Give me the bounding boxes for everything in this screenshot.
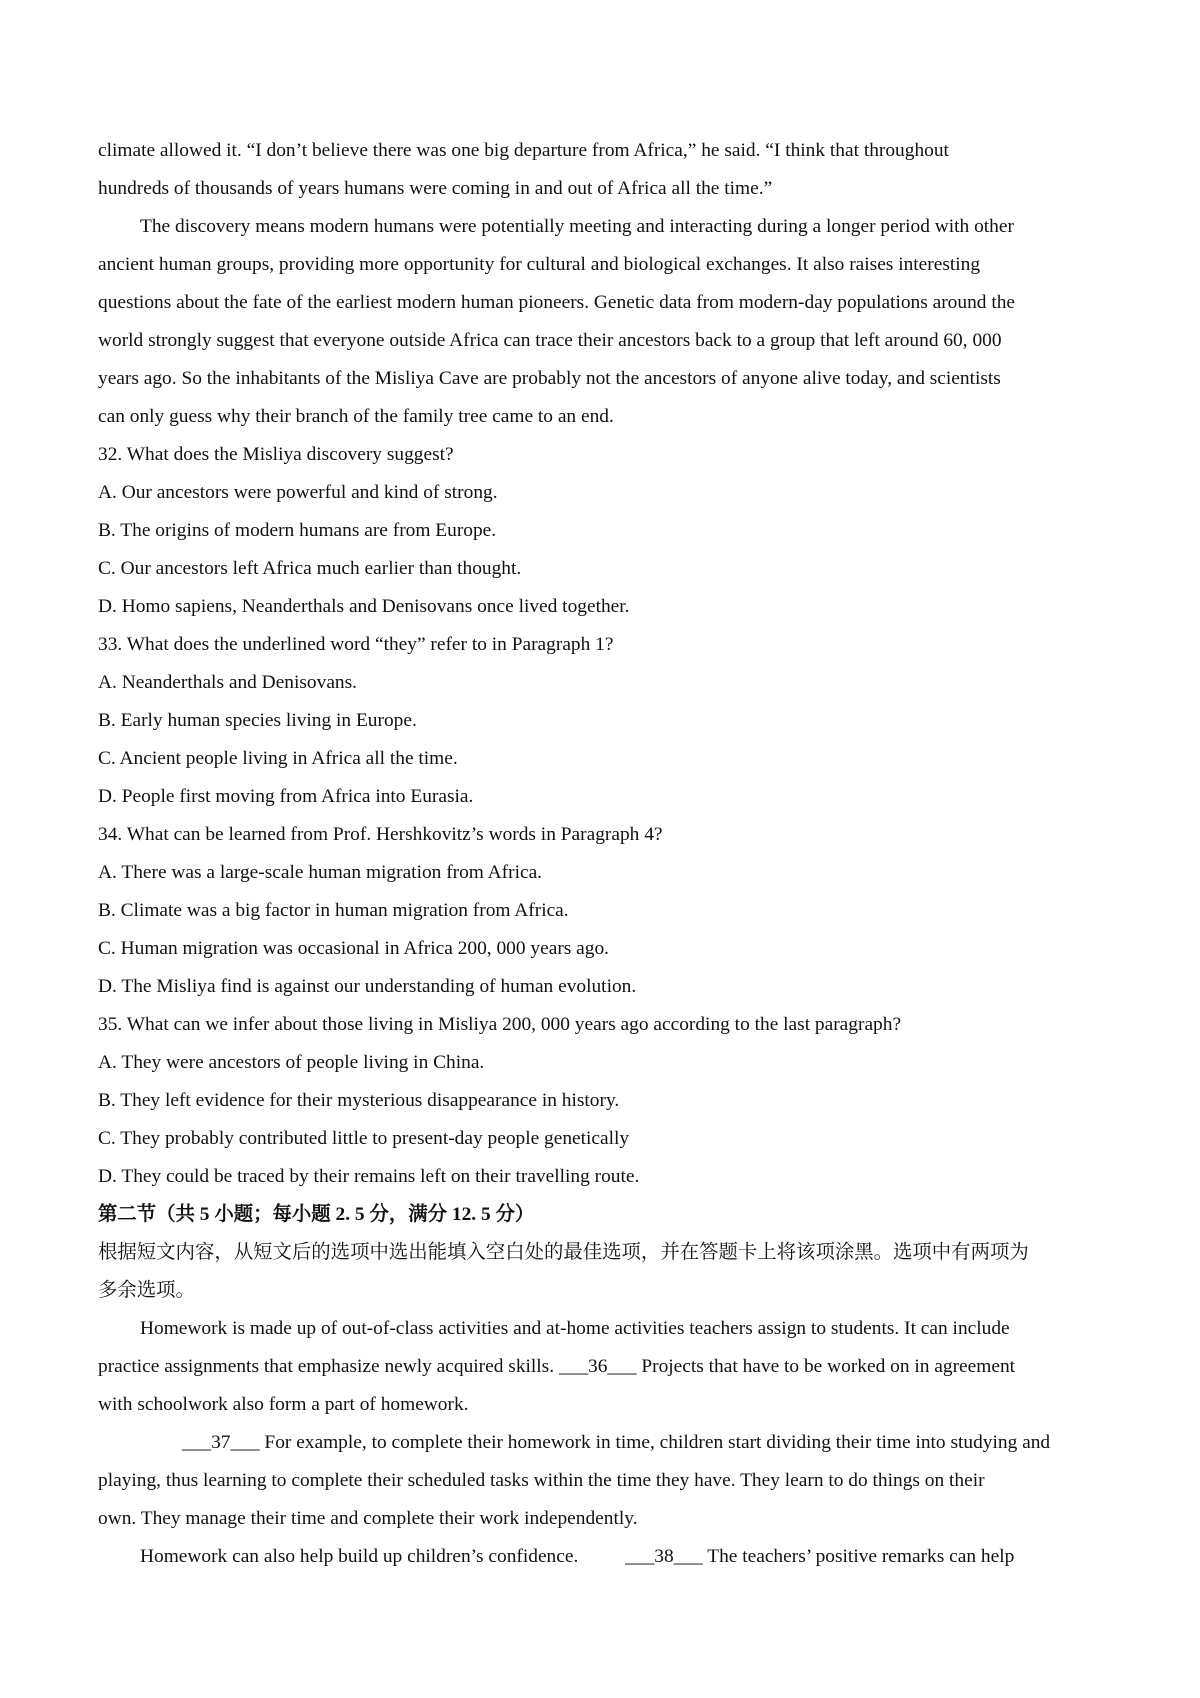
question-34-option-b: B. Climate was a big factor in human migration from Africa. — [98, 900, 569, 921]
passage-line: ancient human groups, providing more opportunity for cultural and biological exchanges. It also raises interesting — [98, 254, 981, 275]
passage-text: practice assignments that emphasize newly acquired skills. — [98, 1356, 559, 1377]
passage-line — [98, 1348, 1110, 1386]
passage-line: questions about the fate of the earliest modern human pioneers. Genetic data from modern-day populations around the — [98, 292, 1016, 313]
question-33-option-a: A. Neanderthals and Denisovans. — [98, 672, 358, 693]
passage-line: The discovery means modern humans were potentially meeting and interacting during a longer period with other — [140, 216, 1014, 237]
section-instructions: 多余选项。 — [98, 1280, 195, 1301]
question-33-option-d: D. People first moving from Africa into Eurasia. — [98, 786, 474, 807]
question-35-option-c: C. They probably contributed little to present-day people genetically — [98, 1128, 630, 1149]
passage-text: Homework can also help build up children’s confidence. — [140, 1546, 584, 1567]
blank-36: ___36___ — [558, 1356, 637, 1377]
passage-line: own. They manage their time and complete their work independently. — [98, 1508, 638, 1529]
passage-line: world strongly suggest that everyone outside Africa can trace their ancestors back to a group that left around 60, 000 — [98, 330, 1002, 351]
blank-38: ___38___ — [625, 1546, 703, 1567]
passage-line: climate allowed it. “I don’t believe there was one big departure from Africa,” he said. “I think that throughout — [98, 140, 949, 161]
question-35-option-b: B. They left evidence for their mysterious disappearance in history. — [98, 1090, 620, 1111]
question-35-stem: 35. What can we infer about those living in Misliya 200, 000 years ago according to the last paragraph? — [98, 1014, 902, 1035]
passage-line: can only guess why their branch of the family tree came to an end. — [98, 406, 614, 427]
passage-line — [98, 1538, 1110, 1576]
passage-text: Projects that have to be worked on in agreement — [636, 1356, 1016, 1377]
question-34-option-d: D. The Misliya find is against our understanding of human evolution. — [98, 976, 637, 997]
blank-37: ___37___ — [182, 1432, 260, 1453]
question-32-option-d: D. Homo sapiens, Neanderthals and Denisovans once lived together. — [98, 596, 630, 617]
question-33-option-b: B. Early human species living in Europe. — [98, 710, 417, 731]
question-33-stem: 33. What does the underlined word “they” refer to in Paragraph 1? — [98, 634, 614, 655]
passage-line: playing, thus learning to complete their scheduled tasks within the time they have. They learn to do things on their — [98, 1470, 985, 1491]
passage-line: Homework is made up of out-of-class activities and at-home activities teachers assign to students. It can include — [140, 1318, 1010, 1339]
passage-line — [98, 1424, 1110, 1462]
question-32-option-c: C. Our ancestors left Africa much earlier than thought. — [98, 558, 522, 579]
section-instructions: 根据短文内容，从短文后的选项中选出能填入空白处的最佳选项，并在答题卡上将该项涂黑。选项中有两项为 — [98, 1242, 1029, 1263]
passage-line: years ago. So the inhabitants of the Misliya Cave are probably not the ancestors of anyone alive today, and scientists — [98, 368, 1001, 389]
question-32-stem: 32. What does the Misliya discovery suggest? — [98, 444, 454, 465]
question-34-option-a: A. There was a large-scale human migration from Africa. — [98, 862, 543, 883]
section-heading: 第二节（共 5 小题；每小题 2. 5 分，满分 12. 5 分） — [98, 1204, 535, 1225]
question-33-option-c: C. Ancient people living in Africa all the time. — [98, 748, 458, 769]
question-35-option-a: A. They were ancestors of people living in China. — [98, 1052, 485, 1073]
question-35-option-d: D. They could be traced by their remains left on their travelling route. — [98, 1166, 640, 1187]
passage-text: For example, to complete their homework in time, children start dividing their time into studying and — [259, 1432, 1051, 1453]
question-34-option-c: C. Human migration was occasional in Africa 200, 000 years ago. — [98, 938, 610, 959]
passage-text: The teachers’ positive remarks can help — [702, 1546, 1015, 1567]
question-32-option-b: B. The origins of modern humans are from Europe. — [98, 520, 497, 541]
passage-line: with schoolwork also form a part of homework. — [98, 1394, 469, 1415]
question-32-option-a: A. Our ancestors were powerful and kind of strong. — [98, 482, 498, 503]
passage-line: hundreds of thousands of years humans were coming in and out of Africa all the time.” — [98, 178, 773, 199]
question-34-stem: 34. What can be learned from Prof. Hershkovitz’s words in Paragraph 4? — [98, 824, 663, 845]
